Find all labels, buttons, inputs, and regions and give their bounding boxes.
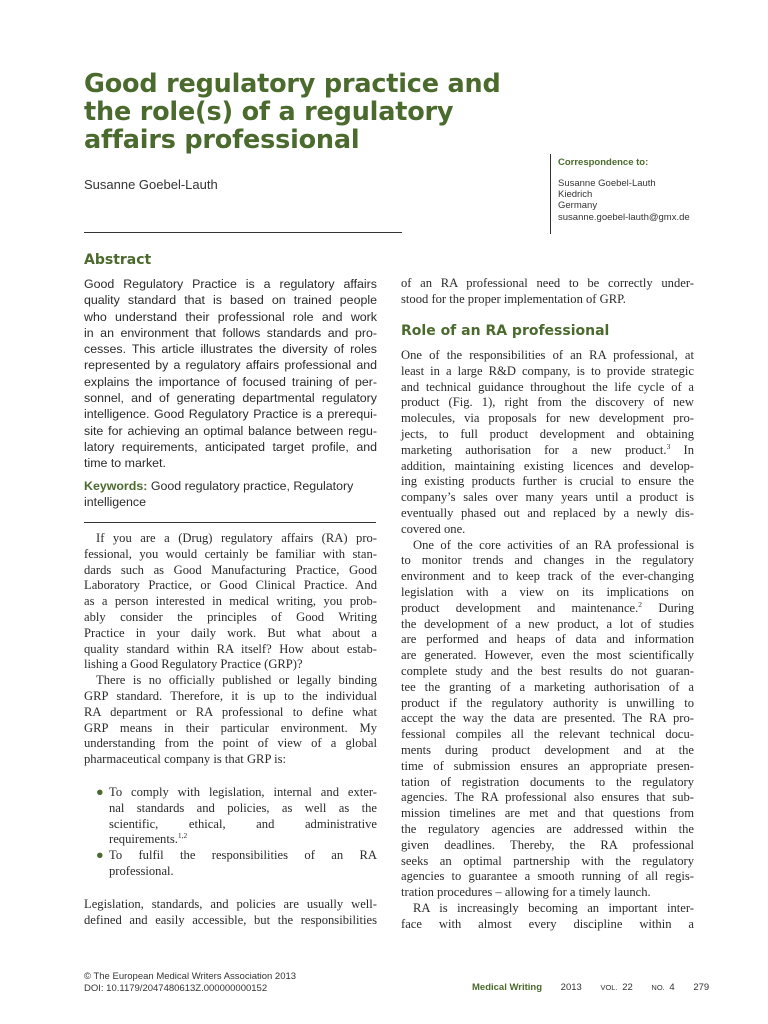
body-line: RA is increasingly becoming an important inter- [413,900,694,915]
body-line: lishing a Good Regulatory Practice (GRP)? [84,657,303,672]
body-line: ing existing products further is crucial to ensure the [401,474,694,489]
body-line: stood for the proper implementation of GRP. [401,291,626,306]
body-line: company’s sales over many years until a product is [401,490,694,505]
author-name: Susanne Goebel-Lauth [84,177,218,192]
body-text: product development and maintenance. [401,600,639,615]
body-line: ments during product development and at the [401,742,694,757]
abstract-line: time to market. [84,456,166,471]
body-line: fessional compiles all the relevant technical docu- [401,727,694,742]
body-line: One of the responsibilities of an RA professional, at [401,348,694,362]
body-line: Laboratory Practice, or Good Clinical Practice. And [84,578,377,593]
correspondence-address [558,178,750,223]
list-item [96,848,377,880]
body-line [401,601,694,617]
body-line: If you are a (Drug) regulatory affairs (RA) pro- [96,531,377,545]
body-line: and technical guidance throughout the life cycle of a [401,379,694,394]
abstract-line: in an environment that follows standards and pro- [84,325,377,340]
volume-label: VOL. [600,983,618,992]
body-line: accept the way the data are presented. The RA pro- [401,711,694,726]
body-line: are generated. However, even the most scientifically [401,648,694,663]
body-line: tation of registration documents to the regulatory [401,774,694,789]
body-line: There is no officially published or legally binding [96,673,377,688]
body-line: seeks an optimal partnership with the regulatory [401,853,694,868]
body-line: to monitor trends and changes in the regulatory [401,553,694,568]
bullet-line: To comply with legislation, internal and exter- [109,785,377,799]
citation-ref[interactable]: 1,2 [177,831,188,841]
left-column-end [84,897,377,929]
body-line: time of submission ensures an appropriate presen- [401,758,694,773]
correspondence-name: Susanne Goebel-Lauth [558,178,656,189]
correspondence-country: Germany [558,200,598,212]
body-line: fessional, you would certainly be familiar with stan- [84,546,377,561]
header-divider [84,232,402,233]
left-column-body [84,531,377,768]
correspondence-heading: Correspondence to: [558,157,649,168]
citation-ref[interactable]: 2 [638,599,643,609]
correspondence-box [550,154,750,234]
bullet-list [96,785,377,880]
journal-year: 2013 [560,982,582,993]
body-line: the development of a new product, a lot of studies [401,616,694,631]
body-line: GRP standard. Therefore, it is up to the individual [84,688,377,703]
body-line: dards such as Good Manufacturing Practice, Good [84,562,377,577]
list-item [96,785,377,848]
body-line: environment and to keep track of the ever-changing [401,569,694,584]
keywords-label: Keywords: [84,479,148,493]
abstract-line: sonnel, and of generating departmental regulatory [84,391,377,406]
article-title [84,70,524,154]
bullet-icon: ● [96,848,104,863]
bullet-line: To fulfil the responsibilities of an RA [109,848,377,863]
abstract-line: site for achieving an optimal balance between regu- [84,423,377,438]
body-line: are performed and heaps of data and information [401,632,694,647]
keywords-line: Good regulatory practice, Regulatory [150,479,354,493]
abstract-line: intelligence. Good Regulatory Practice is a prerequi- [84,407,377,422]
keywords [84,478,377,511]
section-divider [84,522,376,523]
body-line: given deadlines. Thereby, the RA professional [401,837,694,852]
bullet-icon: ● [96,785,104,799]
body-line: quality standard within RA itself? How about estab- [84,641,377,656]
body-line: legislation with a view on its implications on [401,584,694,599]
body-text: In [670,442,694,457]
body-line: Legislation, standards, and policies are usually well- [84,897,377,911]
body-line: addition, maintaining existing licences and develop- [401,458,694,473]
body-line: RA department or RA professional to define what [84,704,377,719]
footer-journal-info [472,982,709,993]
right-column-top [401,276,694,308]
body-line: covered one. [401,521,466,536]
correspondence-email[interactable]: susanne.goebel-lauth@gmx.de [558,211,690,223]
body-line: eventually phased out and replaced by a newly dis- [401,505,694,520]
citation-ref[interactable]: 3 [666,441,671,451]
body-line: product if the regulatory authority is unwilling to [401,695,694,710]
issue-label: NO. [651,983,665,992]
body-line: pharmaceutical company is that GRP is: [84,752,287,767]
body-line [401,443,694,459]
body-line: mission timelines are met and that questions from [401,806,694,821]
body-line: understanding from the point of view of a global [84,736,377,751]
bullet-line: nal standards and policies, as well as the [109,800,377,815]
bullet-line [109,832,377,848]
body-line: Practice in your daily work. But what about a [84,625,377,640]
abstract-line: who understand their professional role and work [84,309,377,324]
footer-copyright [84,971,296,995]
bullet-line: scientific, ethical, and administrative [109,816,377,831]
body-line: agencies to guarantee a smooth running of all regis- [401,869,694,884]
keywords-line: intelligence [84,495,146,510]
body-text: marketing authorisation for a new product. [401,442,667,457]
body-line: jects, to full product development and obtaining [401,426,694,441]
body-line: the regulatory agencies are addressed within the [401,821,694,836]
body-line: least in a large R&D company, is to provide strategic [401,363,694,378]
body-line: molecules, via proposals for new development pro- [401,411,694,426]
abstract-line: latory requirements, anticipated target profile, and [84,439,377,454]
title-line: the role(s) of a regulatory [84,97,454,127]
bullet-line: professional. [109,863,174,878]
bullet-text: requirements. [109,832,178,847]
abstract-line: Good Regulatory Practice is a regulatory affairs [84,277,377,291]
body-line: product (Fig. 1), right from the discovery of new [401,395,694,410]
page-number: 279 [693,982,710,993]
abstract-line: represented by a regulatory affairs professional and [84,358,377,373]
volume-number: 22 [622,982,633,993]
right-column-body [401,348,694,932]
body-line: as a person interested in medical writing, you prob- [84,594,377,609]
body-line: One of the core activities of an RA professional is [413,537,694,552]
correspondence-city: Kiedrich [558,189,593,201]
title-line: Good regulatory practice and [84,69,501,99]
abstract-heading: Abstract [84,252,152,268]
body-line: tration procedures – allowing for a timely launch. [401,885,651,900]
body-line: of an RA professional need to be correctly under- [401,276,694,290]
abstract-line: cesses. This article illustrates the diversity of roles [84,342,377,357]
body-line: tee the granting of a marketing authorisation of a [401,679,694,694]
journal-name: Medical Writing [472,982,543,993]
body-line: ably consider the principles of Good Writing [84,609,377,624]
body-line: face with almost every discipline within a [401,916,694,931]
body-line: GRP means in their particular environment. My [84,720,377,735]
role-heading: Role of an RA professional [401,323,610,339]
abstract-text [84,276,377,472]
doi-text[interactable]: DOI: 10.1179/2047480613Z.000000000152 [84,983,268,994]
body-line: agencies. The RA professional also ensures that sub- [401,790,694,805]
title-line: affairs professional [84,125,360,155]
copyright-text: © The European Medical Writers Association 2013 [84,971,297,982]
body-line: complete study and the best results do not guaran- [401,663,694,678]
abstract-line: explains the importance of focused training of per- [84,374,377,389]
issue-number: 4 [669,982,675,993]
body-text: During [642,600,694,615]
abstract-line: quality standard that is based on trained people [84,293,377,308]
body-line: defined and easily accessible, but the responsibilities [84,912,377,927]
